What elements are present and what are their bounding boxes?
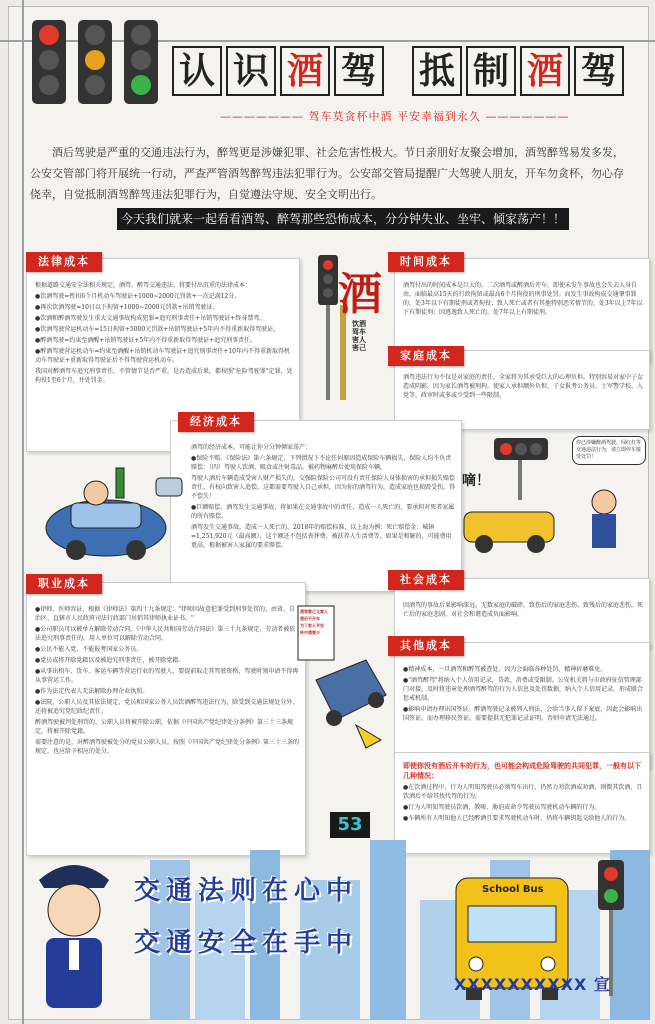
page-title	[172, 46, 624, 98]
legal-line: ●饮酒驾驶营运机动车=15日拘留+5000元罚款+吊销驾驶证+5年内不得重新取得驾驶证。	[35, 326, 280, 333]
other-cost-tag: 其他成本	[388, 636, 464, 656]
legal-line: 我国对醉酒驾车追究刑事责任，不管情节是否严重，是否造成后果，都按照"危险驾驶罪"定罪，处拘役1至6个月，并处罚金。	[35, 368, 293, 384]
legal-cost-tag: 法律成本	[26, 252, 102, 272]
traffic-light-green	[124, 20, 158, 104]
career-cost-card	[26, 582, 306, 856]
career-line: ●律师、医师容证，根据《律师法》第四十九条规定："律师因故意犯罪受到刑事处罚的，由省、自治区、直辖市人民政府司法行政部门吊销其律师执业证书。"	[35, 606, 295, 622]
economic-line: 驾驶人酒后车辆造成受害人财产损失的，交强险保险公司可没有责任保险人身体损害的承担损失赔偿责任，有权向致害人追偿。这都需要驾驶人自己承担，因为你的酒驾行为，造成家庭也损毁受伤，得不偿失！	[191, 475, 456, 500]
other-cost-card	[394, 642, 650, 768]
title-char: 抵	[412, 46, 462, 96]
legal-line: ●醉酒驾驶营运机动车=约束至酒醒+吊销机动车驾驶证+追究刑事责任+10年内不得重新取得机动车驾驶证+重新取得驾驶证后不得驾驶营运机动车。	[35, 348, 290, 364]
bottom-slogan-2: 交通安全在手中	[134, 928, 359, 958]
title-char: 酒	[520, 46, 570, 96]
exclaim-text: 嘀！	[462, 473, 490, 489]
economic-line: 酒驾发生交通事故，造成一人死亡的，2018年的赔偿标准，以上海为例：死亡赔偿金：城镇=1,251,920元（最高额），这个额还不包括丧葬费、被扶养人生活费等。如果是和解的，可能费用更高，根据被害人家属的要求赔偿。	[191, 524, 452, 549]
economic-line: 酒驾的经济成本，可能让你分分钟倾家荡产：	[191, 444, 312, 451]
warning-sign-text	[300, 608, 330, 636]
career-line: 醉酒驾驶被判处刑罚的，公职人员将被开除公职，依据《中国共产党纪律处分条例》第三十三条规定，将被开除党籍。	[35, 719, 294, 735]
billboard-character: 酒	[338, 269, 382, 320]
family-line: 酒驾违法行为不仅是对家庭的责任，全家将为其承受巨大的心理负担。特别容易对家中子女造成阴影，因为家长酒驾被刑拘，使家人承担额外负担，子女报考公务员、士军警学校、入党等，政审时或多或少受到一些限制。	[403, 374, 644, 399]
economic-cost-tag: 经济成本	[178, 412, 254, 432]
career-line: 需要注意的是，对醉酒驾驶被处分的党员公职人员，按照《中国共产党纪律处分条例》第三十三条的规定，也应给予相应的处分。	[35, 739, 300, 755]
warning-title: 即使你没有酒后开车的行为，也可能会构成危险驾驶的共同犯罪，一般有以下几种情况：	[403, 761, 641, 780]
legal-line: ●饮酒驾驶=暂扣6个月机动车驾驶证+1000~2000元罚款+一次记满12分。	[35, 293, 241, 300]
career-cost-tag: 职业成本	[26, 574, 102, 594]
police-officer-illustration	[24, 850, 124, 1020]
sign-line: 杯中酒要少	[300, 630, 320, 635]
other-line: ●"酒驾醉驾"将纳入个人信用记录，贷款、消费或受限制。公安机关将与市政府征信管理部门对接，及时将违章处理酒驾醉驾的行为人信息及处罚数据，纳入个人信用记录，形成联合惩戒机制。	[403, 677, 644, 702]
economic-cost-card	[170, 420, 462, 592]
sign-line: 酒驾害己又害人	[300, 609, 328, 614]
billboard-subtext: 饮酒驾车害人害己	[352, 320, 366, 352]
title-char: 识	[226, 46, 276, 96]
title-char: 认	[172, 46, 222, 96]
career-line: ●公司职员可以被单方解除劳动合同。《中华人民共和国劳动合同法》第三十九条规定，劳动者被依法追究刑事责任的，用人单位可以解除劳动合同。	[35, 626, 296, 642]
legal-line: 根据道路交通安全法相关规定，酒驾、醉驾交通违法，将要付出沉重的法律成本：	[35, 282, 252, 289]
family-cost-tag: 家庭成本	[388, 346, 464, 366]
traffic-light-yellow	[78, 20, 112, 104]
sign-line: 为了家人平安	[300, 623, 324, 628]
time-line: 酒驾付出的时间成本是巨大的。二次酒驾或醉酒后开车，即使未发生事故也会失去人身自由，面临最高15天的行政拘留或最高6个月拘役的刑事处罚。而发生事故构成交通肇事罪的，处3年以下有期徒刑或者拘役；致人死亡或者有其他特别恶劣情节的，处3年以上7年以下有期徒刑；因逃逸致人死亡的，处7年以上有期徒刑。	[403, 282, 643, 316]
title-char: 酒	[280, 46, 330, 96]
other-line: ●影响申请办理出国签证。醉酒驾驶记录被列入刑法，会给当事人留下案底，因此会影响出国签证，而办理移民签证，需要提供无犯罪记录证明，否则申请无法通过。	[403, 706, 643, 722]
bottom-slogan-1: 交通法则在心中	[134, 876, 359, 906]
speech-bubble: 你已涉嫌醉酒驾驶，闯红灯等交通违法行为，请立即停车接受处罚！	[572, 436, 646, 465]
legal-line: ●醉酒驾驶=约束至酒醒+吊销驾驶证+5年内不得重新取得驾驶证+追究刑事责任。	[35, 337, 257, 344]
warning-line: ●车辆所有人明知他人已经醉酒且要求驾驶机动车时，仍将车辆钥匙交给他人的行为。	[403, 815, 631, 822]
sign-line: 酒后不开车	[300, 616, 320, 621]
time-cost-tag: 时间成本	[388, 252, 464, 272]
slogan: ——————— 驾车莫贪杯中酒 平安幸福到永久 ———————	[220, 110, 570, 123]
legal-line: ●饮酒和醉酒驾驶发生重大交通事故构成犯罪=追究刑事责任+吊销驾驶证+终身禁驾。	[35, 315, 266, 322]
intro-paragraph: 酒后驾驶是严重的交通违法行为，醉驾更是涉嫌犯罪、社会危害性极大。节日亲朋好友聚会增加，酒驾醉驾易发多发，公安交管部门将开展统一行动，严查严管酒驾醉驾违法犯罪行为。公安部交管局提醒广大驾驶人朋友，开车勿贪杯，勿心存侥幸，自觉抵制酒驾醉驾违法犯罪行为，自觉遵法守规、安全文明出行。	[30, 146, 624, 201]
economic-line: ●巨额赔偿。酒驾发生交通事故，将如果在交通事故中的责任，造成一人死亡的，要承担对死者家属的所有赔偿。	[191, 504, 455, 520]
social-line: 因酒驾的事故后果影响深远，无数家庭的破碎，致伤后的家庭悲伤、致残后的家庭悲伤，死亡后的家庭悲剧，对社会和谐造成负面影响。	[403, 602, 644, 618]
career-line: ●从事出租车、货车、客运车辆等营运行业的驾驶人，要提前取走其驾驶资格，驾驶时须申请不得再从事营运工作。	[35, 668, 299, 684]
warning-line: ●行为人明知驾驶员饮酒，教唆、胁迫或命令驾驶员驾驶机动车辆的行为。	[403, 804, 601, 811]
legal-line: ●再次饮酒驾驶=10日以下拘留+1000~2000元罚款+吊销驾驶证。	[35, 304, 219, 311]
title-char: 驾	[334, 46, 384, 96]
other-line: ●精神成本，一旦酒驾和醉驾被查处，因为会面临各种处罚，精神折磨难免。	[403, 666, 607, 673]
economic-line: ●保险不赔。《保险法》第六条规定，下列情况下不论任何原因造成保险车辆损失，保险人均不负责赔偿：（四）驾驶人饮酒、吸食或注射毒品、被药物麻醉后使用保险车辆。	[191, 455, 452, 471]
title-char: 驾	[574, 46, 624, 96]
career-line: ●公民不能入党、不能报考国家公务员。	[35, 646, 143, 653]
career-line: ●作为法定代表人无法解除办理企业执照。	[35, 688, 149, 695]
countdown-display: 53	[330, 812, 370, 838]
drunk-driver-car-illustration	[36, 458, 186, 568]
bus-sign: School Bus	[482, 884, 544, 895]
career-line: ●法院、公职人员及其依法规定，党员和国家公务人员饮酒醉驾违法行为，除受到交通法规处分外，还将被追究党纪政纪责任。	[35, 699, 299, 715]
title-char: 制	[466, 46, 516, 96]
warning-line: ●在饮酒过程中，行为人明知驾驶员必须驾车出行，仍然力劝饮酒或劝酒，则微其饮酒，且饮酒后不给其找代驾的行为。	[403, 784, 643, 800]
traffic-light-red	[32, 20, 66, 104]
publisher-text: XXXXXXXXXX 宣	[454, 975, 611, 994]
social-cost-tag: 社会成本	[388, 570, 464, 590]
headline-banner: 今天我们就来一起看看酒驾、醉驾那些恐怖成本，分分钟失业、坐牢、倾家荡产！！	[117, 208, 569, 230]
career-line: ●党员或将开除党籍以及被追究刑事责任，被开除党籍。	[35, 657, 185, 664]
